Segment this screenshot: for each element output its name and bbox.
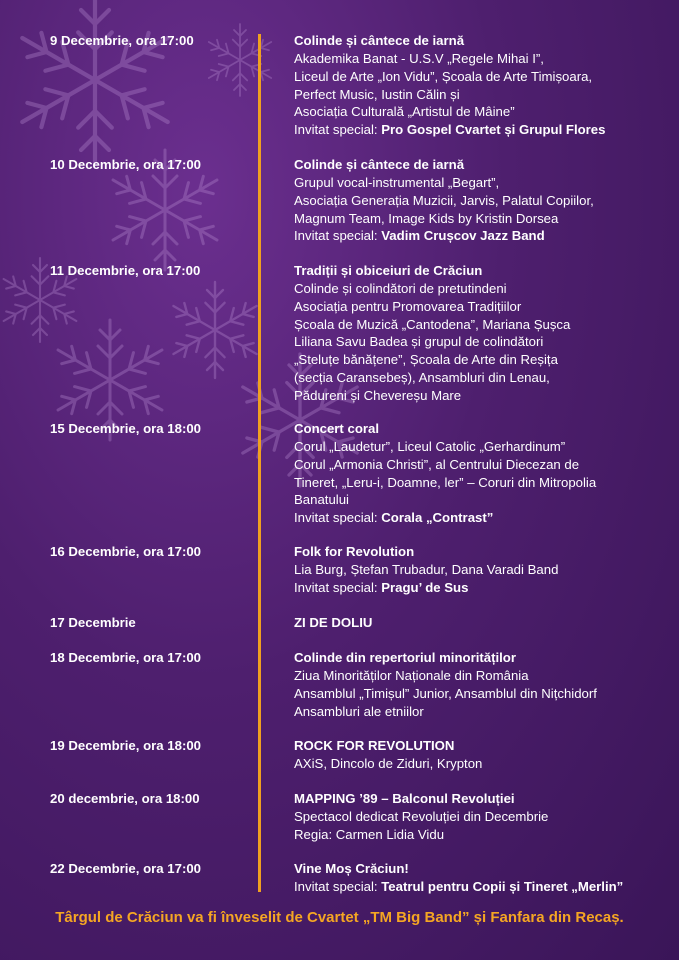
guest-label: Invitat special: xyxy=(294,228,378,244)
guest-name: Vadim Crușcov Jazz Band xyxy=(381,228,545,244)
guest-name: Pragu’ de Sus xyxy=(381,579,469,595)
guest-name: Teatrul pentru Copii și Tineret „Merlin” xyxy=(381,879,624,894)
event-line: Pădureni și Chevereșu Mare xyxy=(294,387,462,403)
event-date: 20 decembrie, ora 18:00 xyxy=(50,791,200,806)
event-details xyxy=(294,156,664,245)
event-guest-line xyxy=(294,579,664,597)
event-title: ROCK FOR REVOLUTION xyxy=(294,738,455,753)
event-date: 22 Decembrie, ora 17:00 xyxy=(50,861,202,876)
event-date: 11 Decembrie, ora 17:00 xyxy=(50,263,201,278)
event-title: Tradiții și obiceiuri de Crăciun xyxy=(294,263,483,278)
event-title: Colinde din repertoriul minorităților xyxy=(294,650,516,665)
event-date: 10 Decembrie, ora 17:00 xyxy=(50,157,202,172)
event-date: 19 Decembrie, ora 18:00 xyxy=(50,738,202,753)
event-line: Ansambluri ale etniilor xyxy=(294,703,424,719)
event-guest-line xyxy=(294,509,664,527)
guest-label: Invitat special: xyxy=(294,122,378,138)
event-title: Folk for Revolution xyxy=(294,544,415,559)
event-line: Magnum Team, Image Kids by Kristin Dorsea xyxy=(294,210,559,226)
event-details xyxy=(294,32,664,139)
event-line: Corul „Laudetur”, Liceul Catolic „Gerhardinum” xyxy=(294,439,566,454)
event-title: ZI DE DOLIU xyxy=(294,615,373,630)
event-line: Tineret, „Leru-i, Doamne, ler” – Coruri din Mitropolia xyxy=(294,474,597,490)
event-guest-line xyxy=(294,227,664,245)
event-line: Corul „Armonia Christi”, al Centrului Diecezan de xyxy=(294,456,580,472)
event-line: „Steluțe bănățene”, Școala de Arte din Reșița xyxy=(294,352,558,368)
timeline-line xyxy=(258,34,261,892)
event-title: MAPPING ’89 – Balconul Revoluției xyxy=(294,791,515,806)
guest-name: Corala „Contrast” xyxy=(381,510,494,526)
event-date: 17 Decembrie xyxy=(50,615,136,630)
event-guest-line xyxy=(294,878,664,896)
event-title: Colinde și cântece de iarnă xyxy=(294,157,465,172)
event-date: 9 Decembrie, ora 17:00 xyxy=(50,33,194,48)
guest-label: Invitat special: xyxy=(294,879,378,894)
event-line: Perfect Music, Iustin Călin și xyxy=(294,86,460,102)
event-details xyxy=(294,543,664,597)
event-line: Lia Burg, Ștefan Trubadur, Dana Varadi Band xyxy=(294,562,559,577)
event-date: 18 Decembrie, ora 17:00 xyxy=(50,650,202,665)
event-guest-line xyxy=(294,121,664,139)
event-title: Concert coral xyxy=(294,421,380,436)
event-details xyxy=(294,649,664,720)
event-details xyxy=(294,614,664,632)
event-line: Asociația pentru Promovarea Tradițiilor xyxy=(294,298,522,314)
footer-note: Târgul de Crăciun va fi înveselit de Cvartet „TM Big Band” și Fanfara din Recaș. xyxy=(55,909,624,926)
event-line: Asociația Generația Muzicii, Jarvis, Palatul Copiilor, xyxy=(294,192,594,208)
event-line: Grupul vocal-instrumental „Begart”, xyxy=(294,175,500,190)
event-date: 15 Decembrie, ora 18:00 xyxy=(50,421,202,436)
guest-label: Invitat special: xyxy=(294,510,378,526)
guest-name: Pro Gospel Cvartet și Grupul Flores xyxy=(381,122,606,138)
guest-label: Invitat special: xyxy=(294,579,378,595)
event-line: AXiS, Dincolo de Ziduri, Krypton xyxy=(294,756,483,771)
event-details xyxy=(294,790,664,844)
event-details xyxy=(294,860,664,896)
event-title: Vine Moș Crăciun! xyxy=(294,861,409,876)
event-line: Asociația Culturală „Artistul de Mâine” xyxy=(294,104,515,120)
event-details xyxy=(294,262,664,405)
event-line: Liliana Savu Badea și grupul de colindători xyxy=(294,334,544,350)
event-line: Regia: Carmen Lidia Vidu xyxy=(294,826,445,842)
event-line: Akademika Banat - U.S.V „Regele Mihai I”, xyxy=(294,51,544,66)
event-line: Banatului xyxy=(294,492,349,508)
event-details xyxy=(294,737,664,773)
event-line: Spectacol dedicat Revoluției din Decembrie xyxy=(294,809,549,824)
event-line: Liceul de Arte „Ion Vidu”, Școala de Arte Timișoara, xyxy=(294,68,593,84)
event-title: Colinde și cântece de iarnă xyxy=(294,33,465,48)
event-line: Școala de Muzică „Cantodena”, Mariana Șușca xyxy=(294,316,571,332)
event-line: Colinde și colindători de pretutindeni xyxy=(294,281,507,296)
event-date: 16 Decembrie, ora 17:00 xyxy=(50,544,202,559)
event-line: Ansamblul „Timișul” Junior, Ansamblul din Nițchidorf xyxy=(294,685,597,701)
event-details xyxy=(294,420,664,527)
event-line: (secția Caransebeș), Ansambluri din Lenau, xyxy=(294,369,550,385)
event-line: Ziua Minorităților Naționale din România xyxy=(294,668,529,683)
